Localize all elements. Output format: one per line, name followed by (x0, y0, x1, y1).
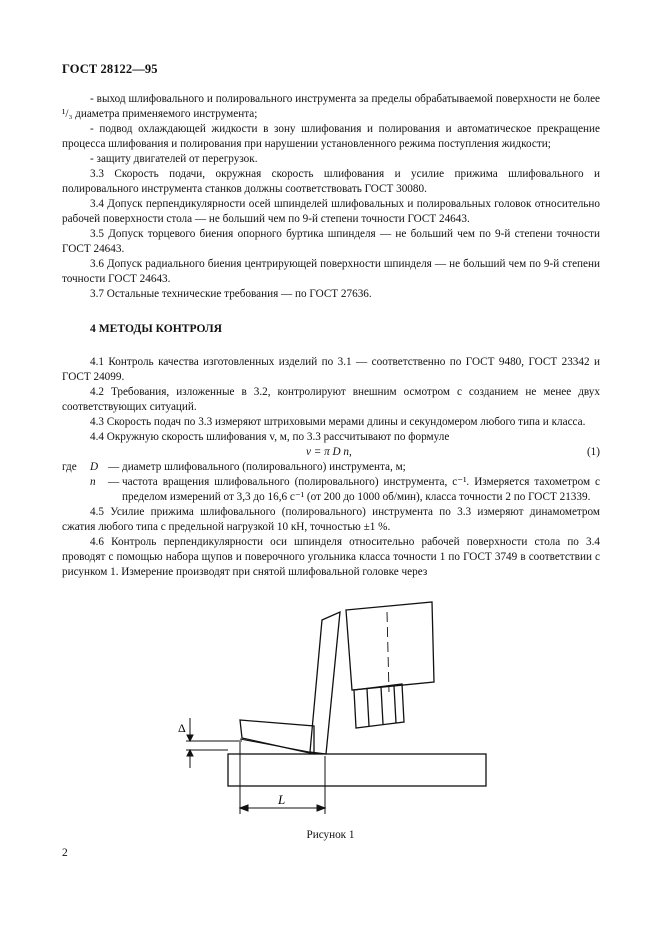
where-word: где (62, 461, 77, 473)
definition-row (62, 460, 600, 475)
formula-number: (1) (586, 446, 600, 458)
definitions (62, 460, 600, 505)
paragraph: 3.4 Допуск перпендикулярности осей шпинделей шлифовальных и полировальных головок относительно рабочей поверхности стола — не больший чем по 9-й степени точности ГОСТ 24643. (62, 198, 600, 225)
table-plate (228, 754, 486, 786)
length-label: L (278, 792, 286, 807)
paragraph: - защиту двигателей от перегрузок. (90, 153, 258, 165)
paragraph: 4.3 Скорость подач по 3.3 измеряют штриховыми мерами длины и секундомером любого типа и класса. (90, 416, 586, 428)
figure-drawing (170, 600, 500, 822)
paragraph: 4.1 Контроль качества изготовленных изделий по 3.1 — соответственно по ГОСТ 9480, ГОСТ 23342 и ГОСТ 24099. (62, 356, 600, 383)
paragraph: 3.6 Допуск радиального биения центрирующей поверхности шпинделя — не больший чем по 9-й степени точности ГОСТ 24643. (62, 258, 600, 285)
formula: v = π D n, (306, 446, 352, 458)
paragraph: - подвод охлаждающей жидкости в зону шлифования и полирования и автоматическое прекращение процесса шлифования и полирования при нарушении установленного режима поступления жидкости; (62, 123, 600, 150)
section-title: 4 МЕТОДЫ КОНТРОЛЯ (90, 322, 223, 335)
delta-label: Δ (178, 721, 186, 735)
paragraph: 4.4 Окружную скорость шлифования v, м, по 3.3 рассчитывают по формуле (90, 431, 450, 443)
paragraph: 4.6 Контроль перпендикулярности оси шпинделя относительно рабочей поверхности стола по 3.4 проводят с помощью набора щупов и поверочного угольника класса точности 1 по ГОСТ 3749 в соответствии с рисунком 1. Измерение производят при снятой шлифовальной головке через (62, 536, 600, 578)
paragraph: 4.5 Усилие прижима шлифовального (полировального) инструмента по 3.3 измеряют динамометром сжатия любого типа с предельной нагрузкой 10 кН, точностью ±1 %. (62, 506, 600, 533)
definition-text: частота вращения шлифовального (полировального) инструмента, с⁻¹. Измеряется тахометром с пределом измерений от 3,3 до 16,6 с⁻¹ (от 200 до 1000 об/мин), класса точности 2 по ГОСТ 21339. (122, 476, 600, 503)
spindle-housing (346, 602, 434, 690)
centre-line (387, 612, 389, 692)
definition-dash: — (108, 476, 120, 488)
paragraph: 3.7 Остальные технические требования — по ГОСТ 27636. (90, 288, 372, 300)
definition-symbol: n (90, 476, 96, 488)
document-code: ГОСТ 28122—95 (62, 62, 158, 76)
square-blade (240, 720, 314, 754)
definition-symbol: D (90, 461, 99, 473)
page-number: 2 (62, 847, 68, 859)
definition-row (62, 475, 600, 505)
paragraph: - выход шлифовального и полировального инструмента за пределы обрабатываемой поверхности не более ¹/₃ диаметра применяемого инструмента; (62, 93, 600, 120)
paragraph: 4.2 Требования, изложенные в 3.2, контролируют внешним осмотром с созданием не менее двух соответствующих ситуаций. (62, 386, 600, 413)
paragraph: 3.5 Допуск торцевого биения опорного буртика шпинделя — не больший чем по 9-й степени точности ГОСТ 24643. (62, 228, 600, 255)
definition-text: диаметр шлифовального (полировального) инструмента, м; (122, 461, 406, 473)
definition-dash: — (108, 461, 120, 473)
document-body (62, 92, 600, 580)
figure-caption: Рисунок 1 (306, 829, 355, 841)
paragraph: 3.3 Скорость подачи, окружная скорость шлифования и усилие прижима шлифовального и полировального инструмента станков должны соответствовать ГОСТ 30080. (62, 168, 600, 195)
formula-line (62, 445, 600, 460)
